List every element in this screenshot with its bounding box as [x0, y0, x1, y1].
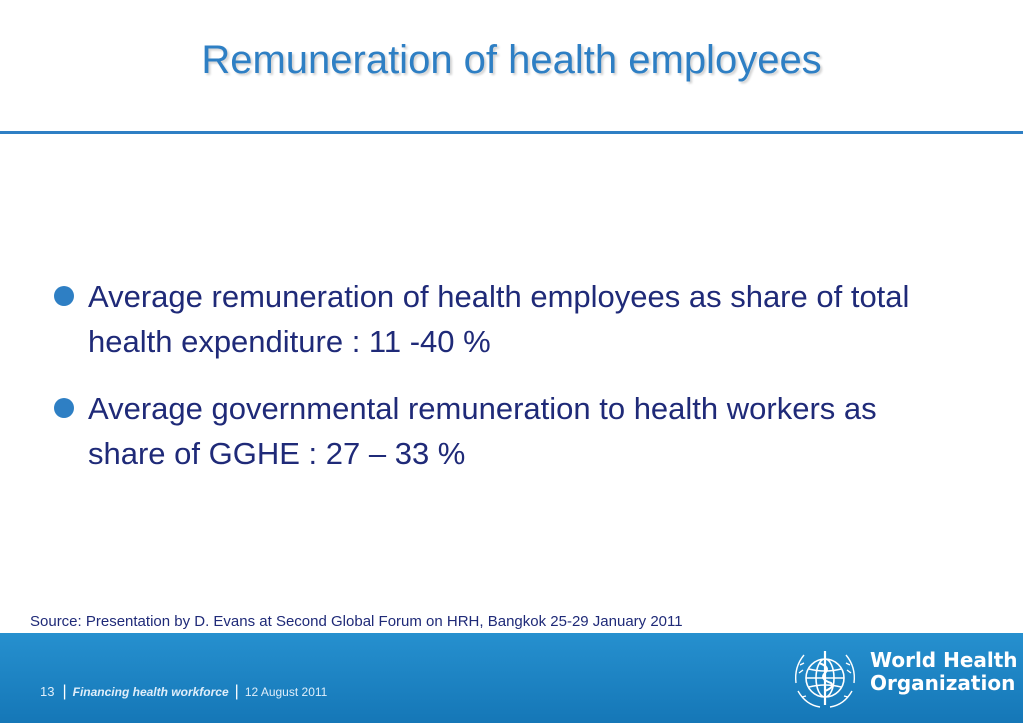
bullet-dot-icon	[54, 286, 74, 306]
source-note: Source: Presentation by D. Evans at Second Global Forum on HRH, Bangkok 25-29 January 2011	[30, 613, 683, 630]
bullet-list	[52, 274, 952, 498]
bullet-text: Average remuneration of health employees as share of total health expenditure : 11 -40 %	[88, 279, 910, 359]
page-number: 13	[40, 684, 55, 699]
presentation-title: Financing health workforce	[72, 685, 229, 699]
bullet-text: Average governmental remuneration to health workers as share of GGHE : 27 – 33 %	[88, 391, 877, 471]
bullet-dot-icon	[54, 398, 74, 418]
footer-separator: |	[62, 683, 67, 700]
presentation-date: 12 August 2011	[244, 685, 328, 699]
footer-bar	[0, 633, 1023, 723]
footer-separator: |	[234, 683, 239, 700]
footer-info	[40, 683, 327, 701]
bullet-item	[52, 274, 952, 364]
org-name-line-1: World Health	[870, 648, 1018, 672]
title-divider	[0, 131, 1023, 134]
bullet-item	[52, 386, 952, 476]
slide-title: Remuneration of health employees	[201, 38, 822, 82]
who-emblem-icon	[790, 643, 860, 713]
org-name-line-2: Organization	[870, 671, 1016, 695]
organization-name	[870, 649, 1018, 695]
